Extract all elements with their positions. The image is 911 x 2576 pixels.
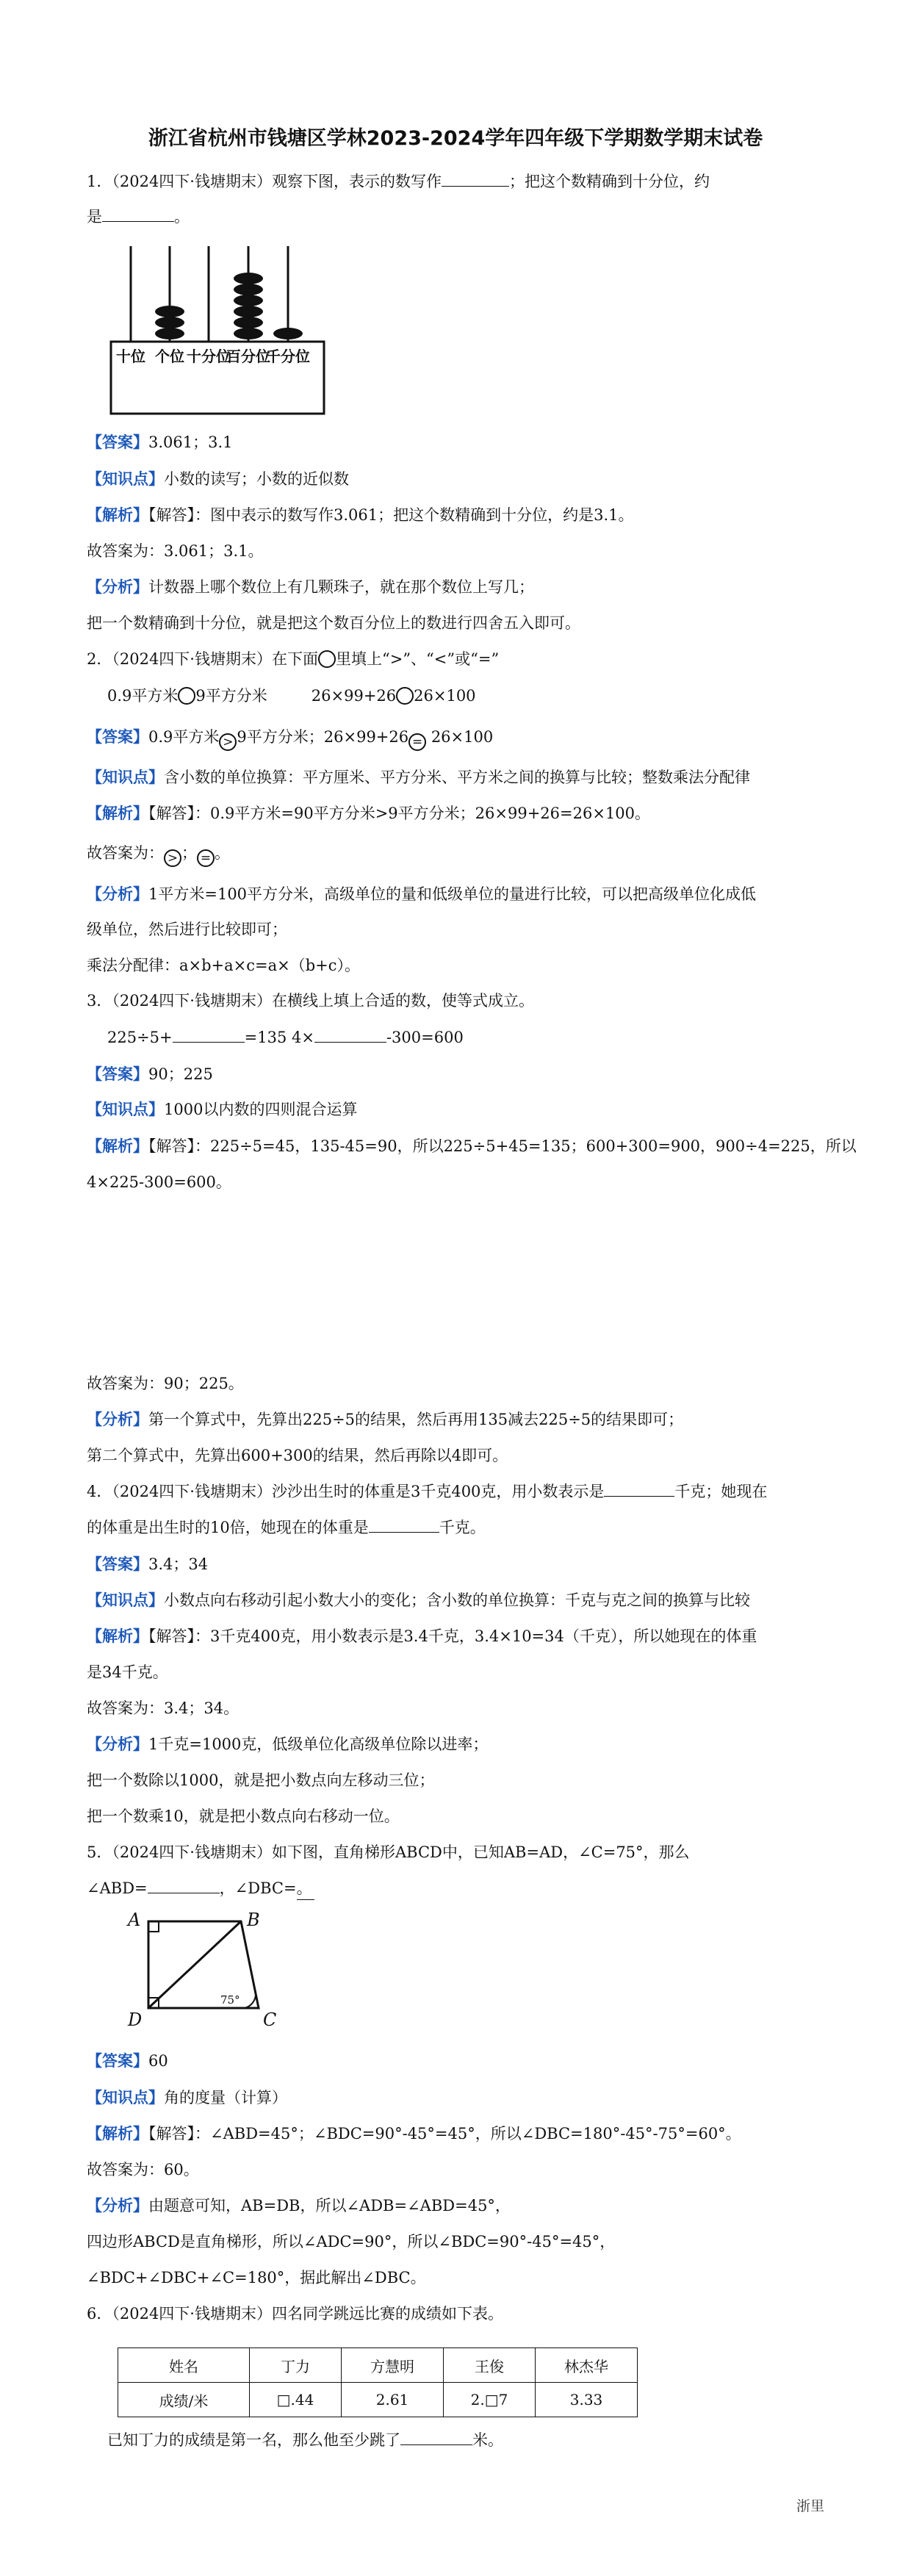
q5-knowledge: 【知识点】角的度量（计算） (87, 2088, 287, 2107)
angle-arc-c (245, 1995, 256, 2008)
bead-ones-2 (155, 317, 184, 328)
q4-explanation: 【解析】【解答】：3千克400克，用小数表示是3.4千克，3.4×10=34（千克），所以她现在的体重 (87, 1627, 757, 1645)
abacus-label-tenths: 十分位 (187, 348, 231, 365)
bead-hundredths-4 (234, 295, 263, 306)
bead-thousandths-1 (273, 328, 303, 339)
q5-stem-2: ∠ABD= ，∠DBC=。 (87, 1877, 829, 1900)
table-header-cell: 林杰华 (536, 2348, 638, 2383)
abacus-label-ones: 个位 (155, 348, 184, 365)
table-cell: 3.33 (536, 2383, 638, 2417)
q6-stem: 6．（2024四下·钱塘期末）四名同学跳远比赛的成绩如下表。 (87, 2305, 503, 2323)
vertex-b-label: B (247, 1910, 260, 1930)
table-row (118, 2383, 638, 2417)
q5-explanation: 【解析】【解答】：∠ABD=45°；∠BDC=90°-45°=45°，所以∠DBC=180°-45°-75°=60°。 (87, 2124, 741, 2143)
table-cell: □.44 (250, 2383, 342, 2417)
q6-blank[interactable] (400, 2444, 472, 2445)
q5-stem: 5．（2024四下·钱塘期末）如下图，直角梯形ABCD中，已知AB=AD，∠C=75°，那么 (87, 1843, 690, 1861)
q3-problems: 225÷5+ =135 4× -300=600 (107, 1029, 464, 1046)
vertex-a-label: A (128, 1910, 141, 1930)
q5-analysis: 【分析】由题意可知，AB=DB，所以∠ADB=∠ABD=45°， (87, 2196, 511, 2215)
q2-analysis-3: 乘法分配律：a×b+a×c=a×（b+c）。 (87, 957, 361, 974)
bead-hundredths-2 (234, 317, 263, 328)
q4-explanation-2: 是34千克。 (87, 1663, 168, 1681)
q4-analysis-3: 把一个数乘10，就是把小数点向右移动一位。 (87, 1807, 400, 1825)
q2-analysis: 【分析】1平方米=100平方分米，高级单位的量和低级单位的量进行比较，可以把高级单位化成低 (87, 885, 757, 903)
q3-stem: 3．（2024四下·钱塘期末）在横线上填上合适的数，使等式成立。 (87, 992, 534, 1010)
table-cell: 2.61 (342, 2383, 444, 2417)
q2-problems: 0.9平方米 9平方分米 26×99+26 26×100 (107, 687, 476, 705)
q3-explanation-2: 4×225-300=600。 (87, 1173, 231, 1191)
q1-conclusion: 故答案为：3.061；3.1。 (87, 542, 264, 560)
equals-circle-icon: = (408, 733, 426, 751)
page-footer: 浙里 (796, 2498, 824, 2514)
q3-conclusion: 故答案为：90；225。 (87, 1375, 244, 1392)
bead-ones-1 (155, 328, 184, 339)
right-angle-a (148, 1921, 159, 1932)
bead-hundredths-3 (234, 306, 263, 317)
q2-circle-2[interactable] (396, 687, 414, 705)
q2-circle-1[interactable] (178, 687, 195, 705)
abacus-label-hundredths: 百分位 (226, 348, 270, 365)
q2-knowledge: 【知识点】含小数的单位换算：平方厘米、平方分米、平方米之间的换算与比较；整数乘法分配律 (87, 768, 750, 786)
q5-conclusion: 故答案为：60。 (87, 2161, 199, 2179)
q3-knowledge: 【知识点】1000以内数的四则混合运算 (87, 1100, 358, 1118)
q1-stem: 1．（2024四下·钱塘期末）观察下图，表示的数写作 ；把这个数精确到十分位，约 (87, 173, 710, 190)
q4-stem-2: 的体重是出生时的10倍，她现在的体重是 千克。 (87, 1519, 486, 1536)
q3-blank-2[interactable] (314, 1042, 386, 1043)
bead-hundredths-6 (234, 273, 263, 284)
bead-ones-3 (155, 306, 184, 317)
q4-analysis-2: 把一个数除以1000，就是把小数点向左移动三位； (87, 1771, 435, 1789)
q5-analysis-2: 四边形ABCD是直角梯形，所以∠ADC=90°，所以∠BDC=90°-45°=45°， (87, 2233, 616, 2251)
q4-analysis: 【分析】1千克=1000克，低级单位化高级单位除以进率； (87, 1735, 489, 1753)
score-table (118, 2347, 638, 2417)
q4-answer: 【答案】3.4；34 (87, 1555, 209, 1573)
q1-blank-1[interactable] (442, 186, 509, 187)
q2-analysis-2: 级单位，然后进行比较即可； (87, 921, 287, 938)
table-cell: 2.□7 (444, 2383, 536, 2417)
q1-analysis-2: 把一个数精确到十分位，就是把这个数百分位上的数进行四舍五入即可。 (87, 614, 580, 632)
greater-than-circle-icon: > (219, 733, 237, 751)
bead-hundredths-1 (234, 328, 263, 339)
q2-explanation: 【解析】【解答】：0.9平方米=90平方分米>9平方分米；26×99+26=26×100。 (87, 804, 651, 822)
table-row-label: 成绩/米 (118, 2383, 250, 2417)
abacus-figure (109, 242, 329, 419)
q1-explanation: 【解析】【解答】：图中表示的数写作3.061；把这个数精确到十分位，约是3.1。 (87, 506, 634, 524)
angle-c-label: 75° (220, 1993, 240, 2007)
q2-stem: 2．（2024四下·钱塘期末）在下面 里填上“>”、“<”或“=” (87, 650, 500, 668)
table-header-cell: 姓名 (118, 2348, 250, 2383)
table-header-row (118, 2348, 638, 2383)
q4-conclusion: 故答案为：3.4；34。 (87, 1699, 240, 1717)
q5-blank-2[interactable]: 。 (297, 1877, 314, 1900)
vertex-c-label: C (263, 2010, 277, 2030)
q3-explanation: 【解析】【解答】：225÷5=45，135-45=90，所以225÷5+45=135；600+300=900，900÷4=225，所以 (87, 1137, 857, 1155)
q3-analysis: 【分析】第一个算式中，先算出225÷5的结果，然后再用135减去225÷5的结果即可； (87, 1410, 684, 1428)
page-title: 浙江省杭州市钱塘区学林2023-2024学年四年级下学期数学期末试卷 (148, 127, 763, 150)
q1-analysis: 【分析】计数器上哪个数位上有几颗珠子，就在那个数位上写几； (87, 578, 534, 596)
equals-circle-icon: = (197, 849, 215, 867)
q3-analysis-2: 第二个算式中，先算出600+300的结果，然后再除以4即可。 (87, 1447, 508, 1464)
q3-blank-1[interactable] (173, 1042, 245, 1043)
vertex-d-label: D (128, 2010, 143, 2030)
q6-question: 已知丁力的成绩是第一名，那么他至少跳了 米。 (107, 2431, 503, 2449)
table-header-cell: 方慧明 (342, 2348, 444, 2383)
q1-stem-2: 是 。 (87, 208, 190, 226)
abacus-label-tens: 十位 (116, 348, 145, 365)
q1-knowledge: 【知识点】小数的读写；小数的近似数 (87, 469, 349, 488)
q4-blank-2[interactable] (369, 1532, 439, 1533)
q1-blank-2[interactable] (102, 221, 174, 222)
table-header-cell: 王俊 (444, 2348, 536, 2383)
bead-hundredths-5 (234, 284, 263, 295)
table-header-cell: 丁力 (250, 2348, 342, 2383)
q5-answer: 【答案】60 (87, 2051, 168, 2070)
q4-blank-1[interactable] (604, 1496, 674, 1497)
q5-analysis-3: ∠BDC+∠DBC+∠C=180°，据此解出∠DBC。 (87, 2269, 426, 2287)
trapezoid-figure (118, 1907, 294, 2035)
q1-answer: 【答案】3.061；3.1 (87, 433, 233, 451)
q2-conclusion: 故答案为： > ； = 。 (87, 844, 230, 866)
circle-blank-icon (318, 650, 336, 668)
greater-than-circle-icon: > (164, 849, 181, 867)
abacus-label-thousandths: 千分位 (266, 348, 310, 365)
q4-stem: 4．（2024四下·钱塘期末）沙沙出生时的体重是3千克400克，用小数表示是 千克；她现在 (87, 1483, 768, 1500)
q2-answer: 【答案】0.9平方米 > 9平方分米；26×99+26 = 26×100 (87, 727, 494, 749)
q4-knowledge: 【知识点】小数点向右移动引起小数大小的变化；含小数的单位换算：千克与克之间的换算与比较 (87, 1591, 750, 1609)
q3-answer: 【答案】90；225 (87, 1065, 213, 1083)
